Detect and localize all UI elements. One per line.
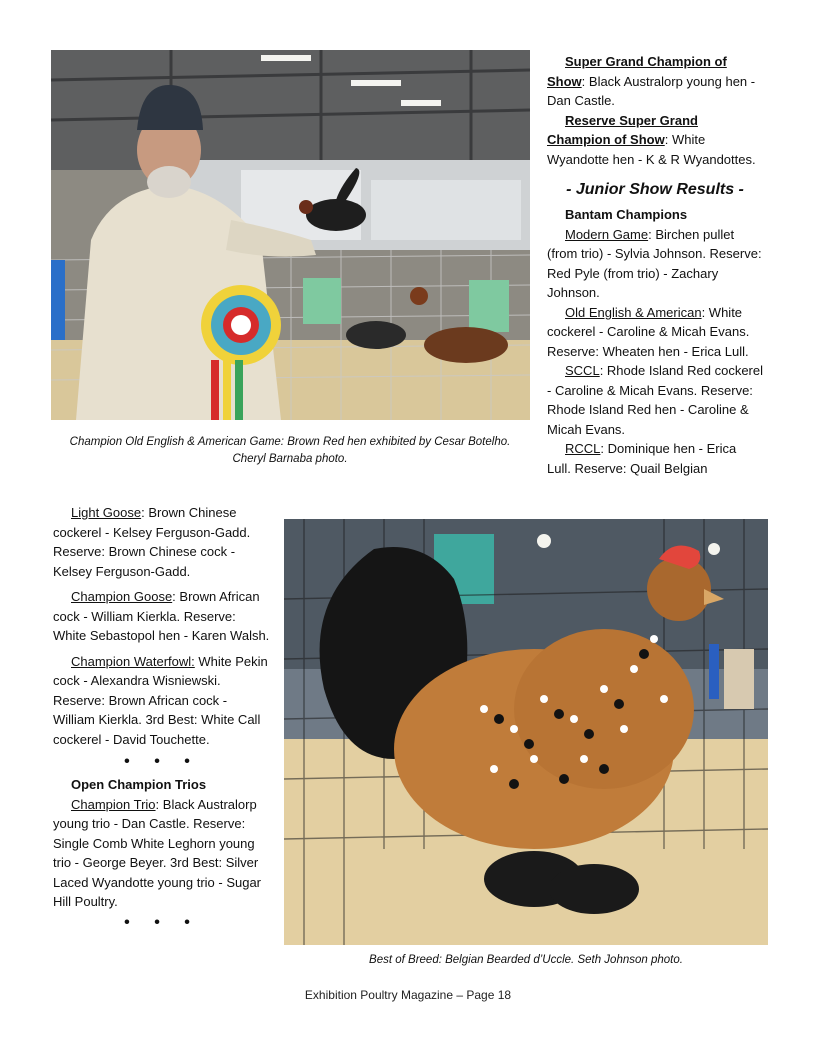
reserve-super-grand-champion: Reserve Super Grand Champion of Show: White Wyandotte hen - K & R Wyandottes. <box>547 112 756 167</box>
left-entry: Champion Waterfowl: White Pekin cock - Alexandra Wisniewski. Reserve: Brown African cock - William Kierkla. 3rd Best: White Call cockerel - David Touchette. <box>53 653 268 747</box>
trios-heading: Open Champion Trios <box>71 777 207 792</box>
bottom-photo-caption: Best of Breed: Belgian Bearded d’Uccle. Seth Johnson photo. <box>369 954 683 966</box>
left-entry: Light Goose: Brown Chinese cockerel - Kelsey Ferguson-Gadd. Reserve: Brown Chinese cock - Kelsey Ferguson-Gadd. <box>53 505 251 579</box>
left-column <box>53 503 271 934</box>
bantam-champions-heading: Bantam Champions <box>565 207 688 222</box>
junior-entry: Old English & American: White cockerel - Caroline & Micah Evans. Reserve: Wheaten hen - Erica Lull. <box>547 304 750 359</box>
top-photo <box>51 50 530 420</box>
super-grand-champion: Super Grand Champion of Show: Black Australorp young hen - Dan Castle. <box>547 54 756 108</box>
bottom-photo <box>284 519 768 945</box>
junior-entry: SCCL: Rhode Island Red cockerel - Caroline & Micah Evans. Reserve: Rhode Island Red hen - Caroline & Micah Evans. <box>547 363 763 437</box>
divider: • • • <box>124 913 200 931</box>
right-column <box>547 52 763 478</box>
top-photo-caption: Champion Old English & American Game: Brown Red hen exhibited by Cesar Botelho. Cheryl Barnaba photo. <box>69 436 511 465</box>
left-entry: Champion Goose: Brown African cock - William Kierkla. Reserve: White Sebastopol hen - Karen Walsh. <box>53 589 270 643</box>
junior-entry: RCCL: Dominique hen - Erica Lull. Reserve: Quail Belgian <box>547 441 737 476</box>
divider: • • • <box>124 753 200 770</box>
trio-entry: Champion Trio: Black Australorp young trio - Dan Castle. Reserve: Single Comb White Leghorn young trio - George Beyer. 3rd Best: Silver Laced Wyandotte young trio - Sugar Hill Poultry. <box>53 796 262 909</box>
page-footer: Exhibition Poultry Magazine – Page 18 <box>304 988 512 1002</box>
junior-heading: - Junior Show Results - <box>566 181 744 198</box>
junior-entry: Modern Game: Birchen pullet (from trio) - Sylvia Johnson. Reserve: Red Pyle (from trio) - Zachary Johnson. <box>547 226 762 300</box>
